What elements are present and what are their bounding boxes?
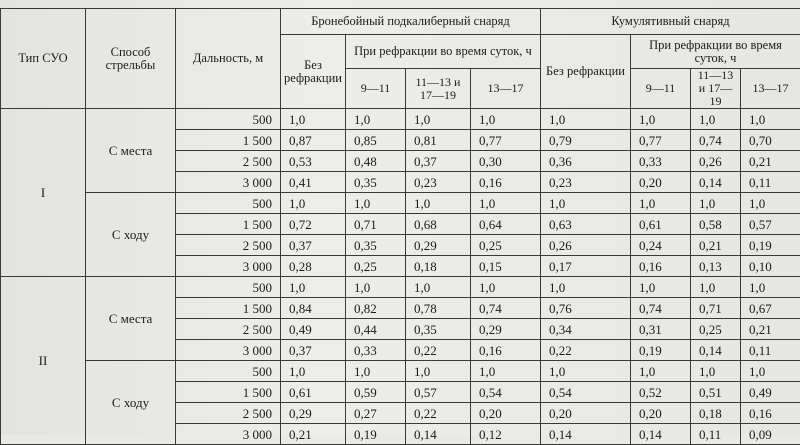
cell-value: 1,0 [346, 277, 406, 298]
cell-value: 1,0 [281, 109, 346, 130]
cell-value: 1,0 [541, 109, 631, 130]
header-method: Способ стрельбы [86, 9, 176, 109]
cell-value: 1,0 [631, 361, 691, 382]
cell-value: 0,11 [691, 424, 741, 445]
table-header [1, 9, 800, 109]
cell-value: 0,82 [346, 298, 406, 319]
cell-value: 0,20 [541, 403, 631, 424]
cell-range: 2 500 [176, 235, 281, 256]
cell-value: 0,14 [406, 424, 471, 445]
cell-value: 0,37 [281, 235, 346, 256]
cell-value: 1,0 [691, 361, 741, 382]
cell-value: 1,0 [406, 109, 471, 130]
cell-value: 0,68 [406, 214, 471, 235]
cell-value: 0,64 [471, 214, 541, 235]
cell-value: 0,63 [541, 214, 631, 235]
cell-value: 0,14 [691, 340, 741, 361]
cell-value: 0,74 [471, 298, 541, 319]
table-row [1, 109, 800, 130]
cell-value: 0,26 [541, 235, 631, 256]
cell-value: 0,14 [691, 172, 741, 193]
header-range: Дальность, м [176, 9, 281, 109]
cell-value: 0,22 [406, 340, 471, 361]
cell-range: 500 [176, 361, 281, 382]
cell-value: 0,20 [631, 172, 691, 193]
cell-value: 1,0 [691, 277, 741, 298]
cell-value: 1,0 [691, 193, 741, 214]
cell-value: 1,0 [346, 109, 406, 130]
cell-value: 0,15 [471, 256, 541, 277]
cell-value: 0,29 [406, 235, 471, 256]
cell-value: 0,41 [281, 172, 346, 193]
cell-range: 3 000 [176, 172, 281, 193]
cell-value: 0,27 [346, 403, 406, 424]
cell-value: 1,0 [281, 361, 346, 382]
cell-method: С места [86, 277, 176, 361]
cell-value: 0,84 [281, 298, 346, 319]
cell-value: 1,0 [471, 193, 541, 214]
cell-value: 0,87 [281, 130, 346, 151]
header-a-slot3: 13—17 [471, 69, 541, 109]
cell-value: 0,54 [471, 382, 541, 403]
cell-value: 0,23 [406, 172, 471, 193]
cell-value: 0,19 [741, 235, 800, 256]
cell-value: 0,59 [346, 382, 406, 403]
table-body [1, 109, 800, 445]
cell-range: 2 500 [176, 151, 281, 172]
cell-type: II [1, 277, 86, 445]
cell-value: 1,0 [741, 361, 800, 382]
cell-value: 0,49 [741, 382, 800, 403]
table-row [1, 193, 800, 214]
cell-value: 0,16 [471, 172, 541, 193]
cell-value: 0,33 [631, 151, 691, 172]
cell-method: С ходу [86, 193, 176, 277]
cell-value: 1,0 [741, 193, 800, 214]
cell-value: 0,79 [541, 130, 631, 151]
cell-range: 3 000 [176, 256, 281, 277]
header-b-slot3: 13—17 [741, 69, 800, 109]
cell-value: 0,33 [346, 340, 406, 361]
cell-value: 0,29 [281, 403, 346, 424]
cell-value: 0,76 [541, 298, 631, 319]
cell-value: 0,24 [631, 235, 691, 256]
cell-value: 0,14 [541, 424, 631, 445]
cell-value: 0,72 [281, 214, 346, 235]
cell-value: 0,74 [631, 298, 691, 319]
cell-value: 0,22 [541, 340, 631, 361]
cell-range: 500 [176, 193, 281, 214]
cell-value: 0,18 [691, 403, 741, 424]
cell-value: 1,0 [541, 193, 631, 214]
cell-value: 0,11 [741, 340, 800, 361]
cell-value: 0,20 [471, 403, 541, 424]
cell-value: 0,18 [406, 256, 471, 277]
cell-value: 0,21 [691, 235, 741, 256]
header-b-slot1: 9—11 [631, 69, 691, 109]
cell-value: 1,0 [631, 193, 691, 214]
cell-value: 0,67 [741, 298, 800, 319]
header-b-no-refraction: Без рефракции [541, 35, 631, 109]
cell-value: 0,12 [471, 424, 541, 445]
cell-value: 1,0 [406, 361, 471, 382]
cell-value: 0,25 [691, 319, 741, 340]
cell-value: 0,16 [741, 403, 800, 424]
cell-value: 0,52 [631, 382, 691, 403]
cell-value: 0,54 [541, 382, 631, 403]
cell-value: 0,57 [406, 382, 471, 403]
cell-value: 1,0 [541, 277, 631, 298]
cell-value: 1,0 [346, 193, 406, 214]
cell-value: 1,0 [281, 193, 346, 214]
cell-value: 0,20 [631, 403, 691, 424]
cell-value: 1,0 [741, 277, 800, 298]
cell-value: 0,57 [741, 214, 800, 235]
cell-value: 0,35 [406, 319, 471, 340]
cell-value: 0,19 [631, 340, 691, 361]
cell-value: 0,70 [741, 130, 800, 151]
table-row [1, 277, 800, 298]
cell-value: 0,21 [741, 151, 800, 172]
cell-value: 0,34 [541, 319, 631, 340]
cell-value: 0,77 [631, 130, 691, 151]
cell-value: 1,0 [471, 277, 541, 298]
cell-value: 1,0 [741, 109, 800, 130]
header-group-a: Бронебойный подкалиберный снаряд [281, 9, 541, 35]
cell-value: 0,81 [406, 130, 471, 151]
cell-value: 0,17 [541, 256, 631, 277]
cell-value: 0,71 [691, 298, 741, 319]
cell-value: 0,21 [741, 319, 800, 340]
cell-method: С ходу [86, 361, 176, 445]
cell-value: 0,48 [346, 151, 406, 172]
cell-value: 0,31 [631, 319, 691, 340]
cell-value: 0,71 [346, 214, 406, 235]
cell-value: 0,14 [631, 424, 691, 445]
cell-value: 1,0 [691, 109, 741, 130]
cell-value: 0,37 [281, 340, 346, 361]
cell-value: 0,58 [691, 214, 741, 235]
header-b-with-refraction: При рефракции во время суток, ч [631, 35, 800, 69]
cell-value: 0,23 [541, 172, 631, 193]
header-group-b: Кумулятивный снаряд [541, 9, 800, 35]
probability-table [0, 8, 800, 445]
cell-value: 0,13 [691, 256, 741, 277]
cell-value: 0,19 [346, 424, 406, 445]
cell-value: 0,16 [631, 256, 691, 277]
cell-type: I [1, 109, 86, 277]
cell-value: 1,0 [346, 361, 406, 382]
cell-range: 3 000 [176, 424, 281, 445]
cell-range: 1 500 [176, 298, 281, 319]
cell-range: 500 [176, 109, 281, 130]
cell-range: 1 500 [176, 214, 281, 235]
cell-range: 500 [176, 277, 281, 298]
cell-method: С места [86, 109, 176, 193]
cell-value: 0,35 [346, 235, 406, 256]
cell-value: 0,29 [471, 319, 541, 340]
cell-value: 1,0 [281, 277, 346, 298]
cell-value: 1,0 [406, 277, 471, 298]
cell-value: 0,26 [691, 151, 741, 172]
cell-value: 0,21 [281, 424, 346, 445]
cell-range: 1 500 [176, 382, 281, 403]
cell-value: 0,53 [281, 151, 346, 172]
header-type: Тип СУО [1, 9, 86, 109]
cell-value: 1,0 [406, 193, 471, 214]
header-a-with-refraction: При рефракции во время суток, ч [346, 35, 541, 69]
header-b-slot2: 11—13 и 17—19 [691, 69, 741, 109]
cell-value: 0,61 [631, 214, 691, 235]
cell-value: 0,49 [281, 319, 346, 340]
header-a-slot2: 11—13 и 17—19 [406, 69, 471, 109]
cell-value: 1,0 [541, 361, 631, 382]
cell-value: 0,35 [346, 172, 406, 193]
header-a-slot1: 9—11 [346, 69, 406, 109]
cell-value: 0,37 [406, 151, 471, 172]
cell-value: 0,74 [691, 130, 741, 151]
cell-value: 0,85 [346, 130, 406, 151]
cell-value: 0,51 [691, 382, 741, 403]
cell-value: 0,25 [471, 235, 541, 256]
cell-value: 0,09 [741, 424, 800, 445]
cell-value: 0,78 [406, 298, 471, 319]
cell-value: 1,0 [471, 361, 541, 382]
cell-value: 0,30 [471, 151, 541, 172]
cell-value: 0,10 [741, 256, 800, 277]
cell-value: 1,0 [631, 277, 691, 298]
cell-value: 0,25 [346, 256, 406, 277]
cell-range: 3 000 [176, 340, 281, 361]
cell-value: 1,0 [471, 109, 541, 130]
cell-value: 1,0 [631, 109, 691, 130]
cell-value: 0,77 [471, 130, 541, 151]
cell-value: 0,61 [281, 382, 346, 403]
cell-range: 2 500 [176, 403, 281, 424]
header-a-no-refraction: Без рефракции [281, 35, 346, 109]
cell-value: 0,28 [281, 256, 346, 277]
cell-value: 0,11 [741, 172, 800, 193]
cell-value: 0,16 [471, 340, 541, 361]
cell-range: 2 500 [176, 319, 281, 340]
cell-value: 0,36 [541, 151, 631, 172]
cell-value: 0,22 [406, 403, 471, 424]
table-row [1, 361, 800, 382]
cell-range: 1 500 [176, 130, 281, 151]
cell-value: 0,44 [346, 319, 406, 340]
